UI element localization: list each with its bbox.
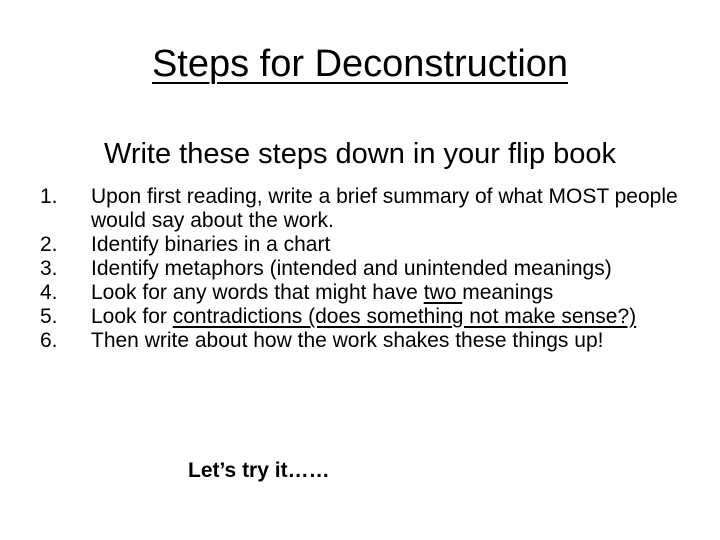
call-to-action: Let’s try it…… xyxy=(188,459,330,482)
step-number: 5. xyxy=(40,305,58,328)
step-number: 4. xyxy=(40,281,58,304)
step-number: 2. xyxy=(40,233,58,256)
slide-title: Steps for Deconstruction xyxy=(151,43,569,85)
step-number: 6. xyxy=(40,329,58,352)
step-text-part: Upon first reading, write a brief summary of what MOST people would say about the work. xyxy=(91,185,678,232)
step-text-part: Look for xyxy=(91,305,173,328)
list-item xyxy=(40,305,700,329)
subtitle-text: Write these steps down in your flip book xyxy=(103,138,617,170)
step-text xyxy=(91,281,700,305)
step-text xyxy=(91,329,700,353)
list-item xyxy=(40,233,700,257)
step-text-part: Look for any words that might have xyxy=(91,281,424,304)
underlined-word: two xyxy=(423,281,463,304)
step-text xyxy=(91,185,700,233)
step-text-part: Identify binaries in a chart xyxy=(91,233,331,256)
step-text-part: Then write about how the work shakes these things up! xyxy=(91,329,604,352)
list-item xyxy=(40,281,700,305)
step-number: 3. xyxy=(40,257,58,280)
step-text-part: meanings xyxy=(462,281,554,304)
steps-list xyxy=(40,185,700,353)
list-item xyxy=(40,185,700,233)
list-item xyxy=(40,329,700,353)
step-text xyxy=(91,257,700,281)
underlined-phrase: contradictions (does something not make sense?) xyxy=(172,305,637,328)
slide-subtitle xyxy=(0,135,720,173)
step-text xyxy=(91,233,700,257)
step-text xyxy=(91,305,700,329)
list-item xyxy=(40,257,700,281)
step-text-part: Identify metaphors (intended and unintended meanings) xyxy=(91,257,612,280)
step-number: 1. xyxy=(40,185,58,208)
